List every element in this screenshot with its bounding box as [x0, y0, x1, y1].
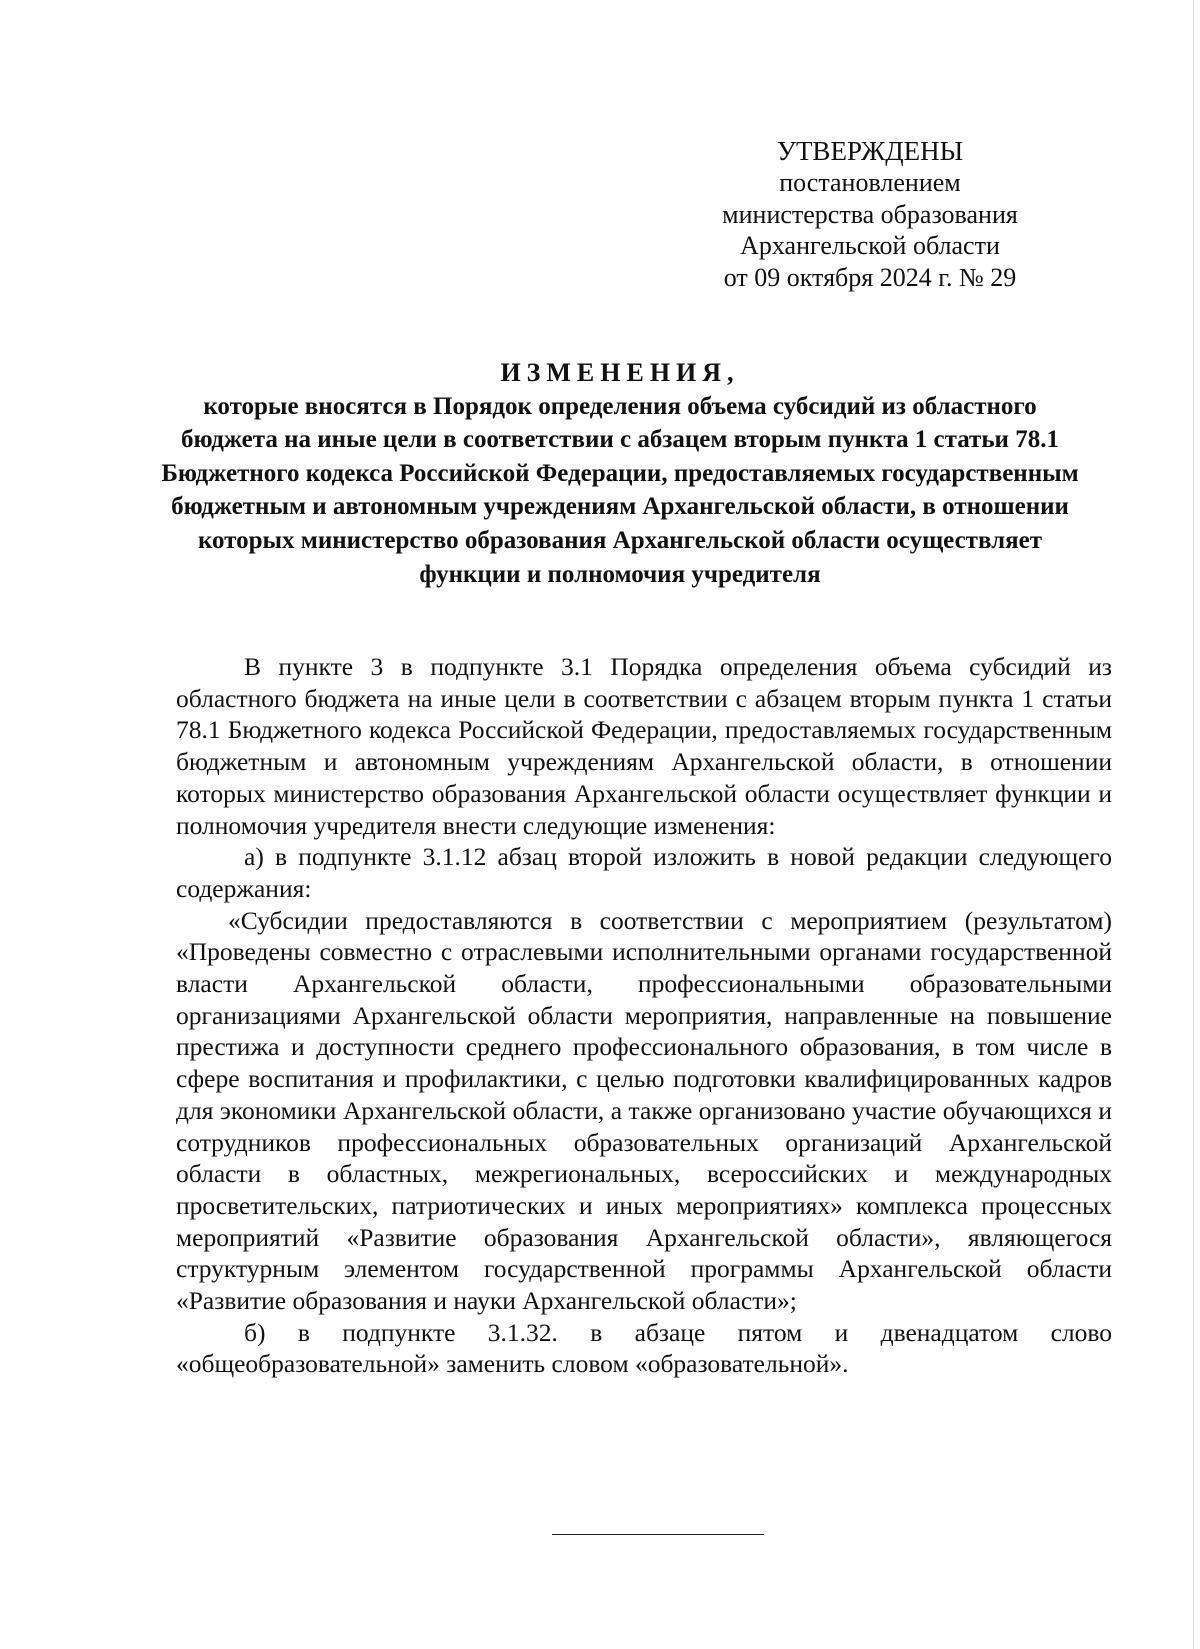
approval-line: Архангельской области	[740, 231, 1000, 260]
approval-line: постановлением	[779, 168, 961, 197]
approval-line: министерства образования	[722, 199, 1018, 229]
title-main: ИЗМЕНЕНИЯ,	[500, 358, 740, 387]
item-a-paragraph: а) в подпункте 3.1.12 абзац второй изложить в новой редакции следующего содержания:	[176, 842, 1112, 903]
title-subtitle: которые вносятся в Порядок определения объема субсидий из областного бюджета на иные цели в соответствии с абзацем вторым пункта 1 статьи 78.1 Бюджетного кодекса Российской Федерации, предоставляемых государственным бюджетным и автономным учреждениям Архангельской области, в отношении которых министерство образования Архангельской области осуществляет функции и полномочия учредителя	[161, 392, 1079, 588]
quote-paragraph: «Субсидии предоставляются в соответствии с мероприятием (результатом) «Проведены совместно с отраслевыми исполнительными органами государственной власти Архангельской области, профессиональными образовательными организациями Архангельской области мероприятия, направленные на повышение престижа и доступности среднего профессионального образования, в том числе в сфере воспитания и профилактики, с целью подготовки квалифицированных кадров для экономики Архангельской области, а также организовано участие обучающихся и сотрудников профессиональных образовательных организаций Архангельской области в областных, межрегиональных, всероссийских и международных просветительских, патриотических и иных мероприятиях» комплекса процессных мероприятий «Развитие образования Архангельской области», являющегося структурным элементом государственной программы Архангельской области «Развитие образования и науки Архангельской области»;	[176, 905, 1112, 1316]
approval-date: от 09 октября 2024 г. № 29	[723, 262, 1017, 292]
item-b-paragraph: б) в подпункте 3.1.32. в абзаце пятом и двенадцатом слово «общеобразовательной» заменить словом «образовательной».	[176, 1317, 1112, 1379]
document-body	[176, 651, 1112, 1380]
approval-heading: УТВЕРЖДЕНЫ	[776, 136, 964, 166]
end-separator-line	[552, 1534, 764, 1535]
page-edge-line	[1193, 0, 1194, 1649]
document-title	[160, 356, 1080, 591]
approval-stamp	[680, 134, 1060, 293]
intro-paragraph: В пункте 3 в подпункте 3.1 Порядка определения объема субсидий из областного бюджета на иные цели в соответствии с абзацем вторым пункта 1 статьи 78.1 Бюджетного кодекса Российской Федерации, предоставляемых государственным бюджетным и автономным учреждениям Архангельской области, в отношении которых министерство образования Архангельской области осуществляет функции и полномочия учредителя внести следующие изменения:	[176, 652, 1112, 840]
